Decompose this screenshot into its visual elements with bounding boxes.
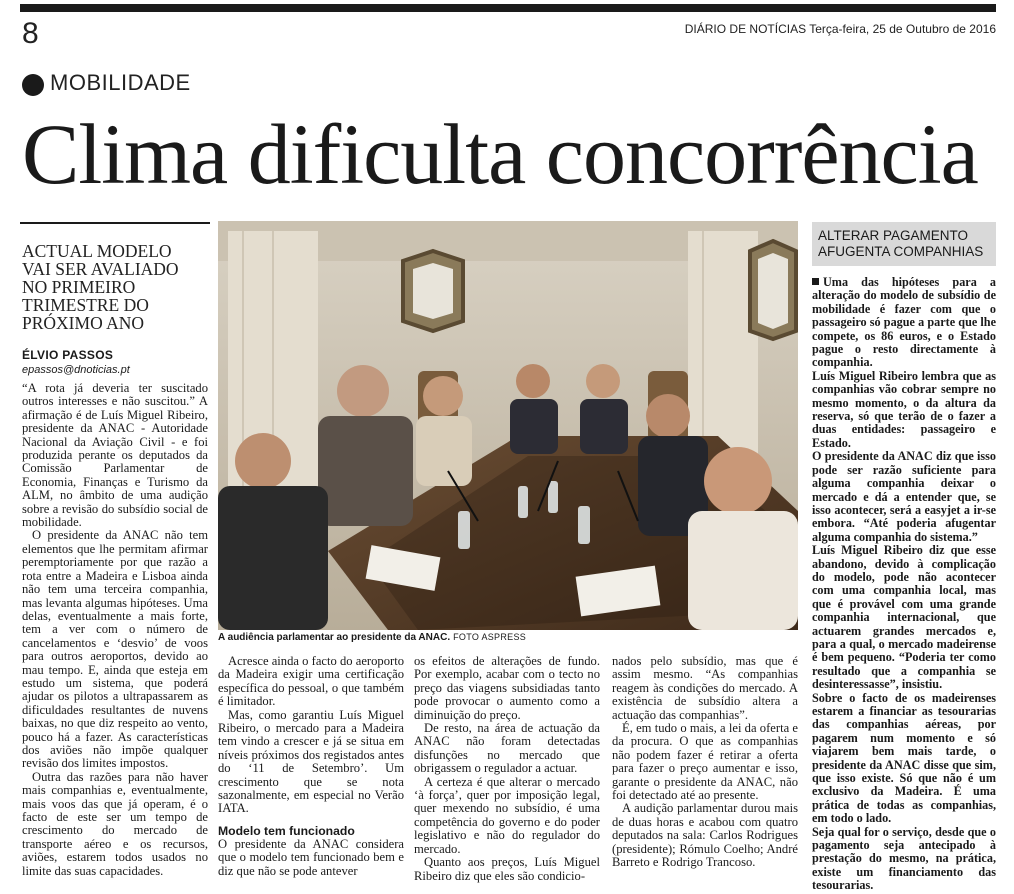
paragraph: os efeitos de alterações de fundo. Por exemplo, acabar com o tecto no preço das viagens subsidiadas tanto pode provocar o aumento como a diminuição do preço. <box>414 654 600 722</box>
page-number: 8 <box>22 17 39 50</box>
sidebar-paragraph: Luís Miguel Ribeiro lembra que as companhias vão cobrar sempre no mesmo momento, o da altura da reserva, só que terão de o fazer a duas entidades: passageiro e Estado. <box>812 368 996 450</box>
paragraph: De resto, na área de actuação da ANAC não foram detectadas disfunções no mercado que obrigassem o regulador a actuar. <box>414 721 600 776</box>
article-column-4 <box>612 655 798 870</box>
sidebar-paragraph: O presidente da ANAC diz que isso pode ser razão suficiente para alguma companhia deixar o mercado e dá a entender que, se isso acontecer, será a easyjet a ir-se embora. “Até poderia afugentar alguma companhia do sistema.” <box>812 449 996 544</box>
article-column-2 <box>218 655 404 878</box>
paragraph: A audição parlamentar durou mais de duas horas e acabou com quatro deputados na sala: Carlos Rodrigues (presidente); Rómulo Coelho; André Barreto e Rodrigo Trancoso. <box>612 801 798 870</box>
author-byline: ÉLVIO PASSOS <box>22 348 114 362</box>
paragraph: O presidente da ANAC não tem elementos que lhe permitam afirmar peremptoriamente por que razão a rota entre a Madeira e Lisboa ainda não tem uma terceira companhia, mas levanta algumas hipóteses. Uma delas, eventualmente a mais forte, tem a ver com o número de cancelamentos e ‘desvio’ de voos para outros aeroportos, devido ao mau tempo. E, ainda que esteja em estudo um sistema, que poderá ajudar os pilotos a ultrapassarem as dificuldades resultantes de nuvens baixas, no que diz respeito ao vento, pouco há a fazer. As características dos aviões não impõe qualquer revisão dos limites impostos. <box>22 528 208 771</box>
paragraph: Acresce ainda o facto do aeroporto da Madeira exigir uma certificação específica do pessoal, o que também é limitador. <box>218 654 404 709</box>
sidebar-title: ALTERAR PAGAMENTO AFUGENTA COMPANHIAS <box>818 228 984 259</box>
square-bullet-icon <box>812 278 819 285</box>
subhead-rule <box>20 222 210 224</box>
article-column-3 <box>414 655 600 883</box>
article-photo <box>218 221 798 630</box>
sidebar-paragraph: Uma das hipóteses para a alteração do modelo de subsídio de mobilidade é fazer com que o passageiro só pague a parte que lhe compete, os 86 euros, e o Estado pague o resto directamente à companhia. <box>812 275 996 370</box>
section-bullet-icon <box>22 74 44 96</box>
top-rule <box>20 4 996 12</box>
paragraph: É, em tudo o mais, a lei da oferta e da procura. O que as companhias não podem fazer é retirar a oferta para fazer o preço aumentar e isso, garante o presidente da ANAC, não foi detectado até ao presente. <box>612 721 798 803</box>
paragraph: Quanto aos preços, Luís Miguel Ribeiro diz que eles são condicio- <box>414 855 600 883</box>
section-label: MOBILIDADE <box>50 70 191 95</box>
paragraph: nados pelo subsídio, mas que é assim mesmo. “As companhias reagem às condições do mercado. A existência de subsídio altera a actuação das companhias”. <box>612 654 798 722</box>
sidebar-paragraph: Sobre o facto de os madeirenses estarem a financiar as tesourarias das companhias aéreas, por pagarem num momento e só viajarem bem mais tarde, o presidente da ANAC disse que sim, que isso existe. Só que não é um exclusivo da Madeira. É uma prática de todas as companhias, em todo o lado. <box>812 690 996 826</box>
mirror-right <box>750 241 796 339</box>
sidebar-paragraph: Seja qual for o serviço, desde que o pagamento seja antecipado à prestação do mesmo, na prática, existe um financiamento das tesourarias. <box>812 824 996 893</box>
sidebar-paragraph: Luís Miguel Ribeiro diz que esse abandono, devido à complicação do modelo, pode não acontecer com uma companhia local, mas que é provável com uma grande companhia internacional, que actuarem grandes mercados e, para a qual, o mercado madeirense é bem pequeno. “Poderia ter como resultado que a companhia se desinteressasse”, insistiu. <box>812 543 996 692</box>
caption-text: A audiência parlamentar ao presidente da ANAC. <box>218 632 451 643</box>
sidebar-body <box>812 276 996 893</box>
article-column-1 <box>22 382 208 878</box>
subheadline: ACTUAL MODELO VAI SER AVALIADO NO PRIMEIRO TRIMESTRE DO PRÓXIMO ANO <box>22 241 179 333</box>
mirror-left <box>403 251 463 331</box>
author-email[interactable]: epassos@dnoticias.pt <box>22 364 130 376</box>
photo-caption <box>218 632 526 643</box>
paragraph: Mas, como garantiu Luís Miguel Ribeiro, o mercado para a Madeira tem vindo a crescer e já se situa em níveis próximos dos registados antes do ‘11 de Setembro’. Um crescimento que se nota sazonalmente, em especial no Verão IATA. <box>218 707 404 816</box>
subheading: Modelo tem funcionado <box>218 823 355 838</box>
paragraph: O presidente da ANAC considera que o modelo tem funcionado bem e diz que não se pode antever <box>218 836 404 878</box>
masthead: DIÁRIO DE NOTÍCIAS Terça-feira, 25 de Outubro de 2016 <box>684 22 996 36</box>
headline: Clima dificulta concorrência <box>22 106 978 202</box>
paragraph: Outra das razões para não haver mais companhias e, eventualmente, mais voos das que já operam, é o facto de este ser um tempo de crescimento do mercado de transporte aéreo e os recursos, aviões, estarem todos usados no limite das suas capacidades. <box>22 769 208 878</box>
photo-credit: FOTO ASPRESS <box>453 632 527 642</box>
paragraph: “A rota já deveria ter suscitado outros interesses e não suscitou.” A afirmação é de Luís Miguel Ribeiro, presidente da ANAC - Autoridade Nacional da Aviação Civil - e foi produzida perante os deputados da Comissão Parlamentar de Economia, Finanças e Turismo da ALM, no âmbito de uma audição sobre a revisão do subsídio social de mobilidade. <box>22 381 208 530</box>
paragraph: A certeza é que alterar o mercado ‘à força’, quer por imposição legal, quer mexendo no subsídio, é uma competência do governo e do poder legislativo e não do regulador do mercado. <box>414 774 600 856</box>
hearing-room-photo <box>218 221 798 630</box>
